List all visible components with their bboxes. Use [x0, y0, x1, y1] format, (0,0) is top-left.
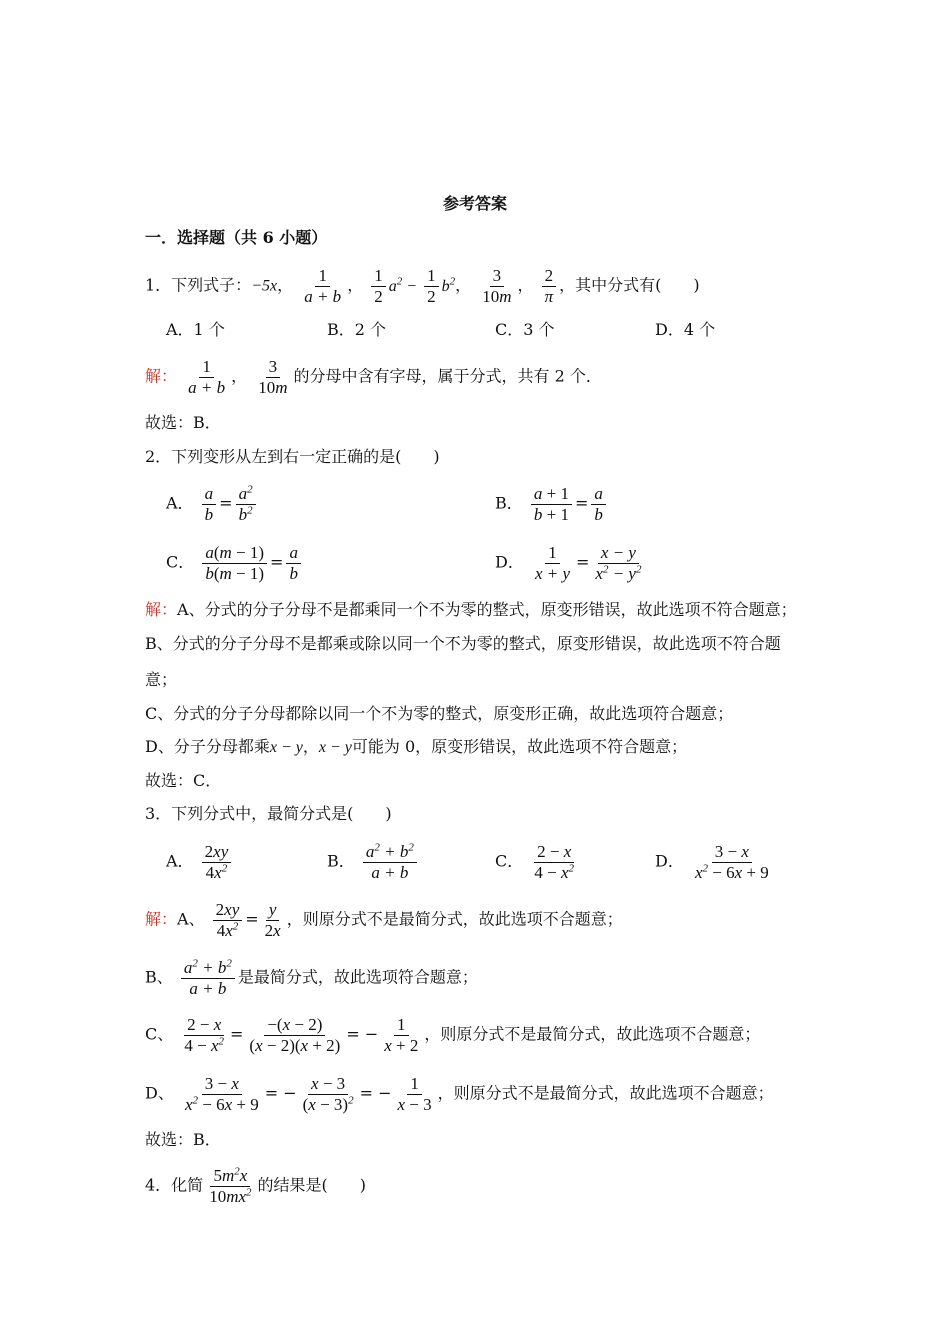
q3-option-a: A． $\frac{2xy}{4x^2}$ — [166, 842, 234, 882]
q3-option-c: C． $\frac{2 - x}{4 - x^2}$ — [495, 842, 574, 882]
q2-stem: 2．下列变形从左到右一定正确的是( ) — [145, 447, 440, 466]
q1-frac-d: $\frac{3}{10m}$ — [482, 266, 512, 306]
q2-choice: 故选：C． — [145, 771, 222, 790]
q1-option-a: A．1 个 — [166, 320, 225, 339]
q1-expr-a: −5x — [251, 277, 278, 295]
question-1: 1．下列式子：−5x， $\frac{1}{a + b}$ ， $\frac{1}{2}$ $a^2$ − $\frac{1}{2}$ $b^2$， $\frac{3}{10m}$ ， $\frac{2}{\pi}$ ，其中分式有( ) — [145, 266, 700, 306]
q1-frac-c1: $\frac{1}{2}$ — [371, 266, 386, 306]
q1-solution — [145, 357, 602, 397]
q3-sol-a-prefix: A、 — [177, 909, 205, 929]
q1-sep: ， — [277, 275, 294, 295]
q2-label-c: C． — [166, 552, 195, 572]
q1-tail: ，其中分式有( ) — [559, 275, 700, 295]
q1-frac-c2: $\frac{1}{2}$ — [424, 266, 439, 306]
q1-sol-frac-1: $\frac{1}{a + b}$ — [188, 357, 226, 397]
q3-sol-label: 解： — [145, 909, 178, 929]
q3-sol-d-tail: ，则原分式不是最简分式，故此选项不合题意； — [437, 1083, 774, 1103]
q3-stem: 3．下列分式中，最简分式是( ) — [145, 804, 392, 823]
q2-sol-b2: 意； — [145, 670, 178, 689]
q2-option-a: A． $\frac{a}{b}$ = $\frac{a^2}{b^2}$ — [166, 484, 259, 524]
q1-sep: ， — [347, 275, 364, 295]
q3-label-a: A． — [166, 851, 194, 871]
q2-sol-b1: B、分式的分子分母不是都乘或除以同一个不为零的整式，原变形错误，故此选项不符合题 — [145, 634, 781, 653]
q1-sol-label: 解： — [145, 366, 178, 386]
q1-sep: ， — [231, 366, 248, 386]
q3-label-c: C． — [495, 851, 524, 871]
q2-sol-d-mid: ， — [302, 737, 319, 756]
q2-label-a: A． — [166, 493, 194, 513]
page-title: 参考答案 — [443, 194, 508, 213]
q2-sol-label: 解： — [145, 600, 178, 619]
q4-stem-tail: 的结果是( ) — [257, 1175, 367, 1195]
q3-label-b: B． — [327, 851, 355, 871]
q1-sep: ， — [517, 275, 534, 295]
q2-sol-c: C、分式的分子分母都除以同一个不为零的整式，原变形正确，故此选项符合题意； — [145, 704, 734, 723]
question-4: 4．化简 $\frac{5m^2x}{10mx^2}$ 的结果是( ) — [145, 1165, 367, 1206]
q2-option-d: D． $\frac{1}{x + y}$ = $\frac{x - y}{x^2 - y^2}$ — [495, 543, 642, 583]
q1-stem-prefix: 1．下列式子： — [145, 275, 252, 295]
q3-choice: 故选：B． — [145, 1130, 221, 1149]
q2-option-c: C． $\frac{a(m - 1)}{b(m - 1)}$ = $\frac{a}{b}$ — [166, 543, 304, 583]
q2-sol-d-tail: 可能为 0，原变形错误，故此选项不符合题意； — [351, 737, 688, 756]
q3-sol-d-prefix: D、 — [145, 1083, 174, 1103]
q2-sol-d-prefix: D、分子分母都乘 — [145, 737, 270, 756]
q3-sol-b-tail: 是最简分式，故此选项符合题意； — [237, 967, 478, 987]
q3-option-d: D． $\frac{3 - x}{x^2 - 6x + 9}$ — [655, 842, 769, 882]
q3-sol-a: 解：A、 $\frac{2xy}{4x^2}$ = $\frac{y}{2x}$ ，则原分式不是最简分式，故此选项不合题意； — [145, 900, 623, 940]
q2-sol-a-text: A、分式的分子分母不是都乘同一个不为零的整式，原变形错误，故此选项不符合题意； — [177, 600, 797, 619]
q1-frac-e: $\frac{2}{\pi}$ — [542, 266, 557, 306]
q1-frac-b: $\frac{1}{a + b}$ — [304, 266, 342, 306]
q1-choice: 故选：B． — [145, 413, 221, 432]
q1-option-c: C．3 个 — [495, 320, 555, 339]
q4-stem-prefix: 4．化简 — [145, 1175, 204, 1195]
q3-sol-a-tail: ，则原分式不是最简分式，故此选项不合题意； — [286, 909, 623, 929]
q3-sol-d: D、 $\frac{3 - x}{x^2 - 6x + 9}$ = − $\frac{x - 3}{(x - 3)^2}$ = − $\frac{1}{x - 3}$ ，则原分式不是最简分式，故此选项不合题意； — [145, 1074, 774, 1114]
q1-sep: ， — [455, 275, 472, 295]
q3-sol-c-tail: ，则原分式不是最简分式，故此选项不合题意； — [424, 1024, 761, 1044]
q2-sol-d — [145, 739, 687, 756]
q3-sol-c: C、 $\frac{2 - x}{4 - x^2}$ = $\frac{-(x - 2)}{(x - 2)(x + 2)}$ = − $\frac{1}{x + 2}$ ，则原分式不是最简分式，故此选项不合题意； — [145, 1015, 761, 1055]
q2-label-d: D． — [495, 552, 524, 572]
q1-option-d: D．4 个 — [655, 320, 716, 339]
q2-sol-d-expr-2: x − y — [318, 739, 352, 756]
section-heading: 一．选择题（共 6 小题） — [145, 228, 328, 247]
q3-label-d: D． — [655, 851, 684, 871]
q3-option-b: B． $\frac{a^2 + b^2}{a + b}$ — [327, 842, 420, 882]
q2-label-b: B． — [495, 493, 523, 513]
q2-sol-a — [145, 602, 797, 618]
q1-sol-text: 的分母中含有字母，属于分式，共有 2 个． — [293, 366, 602, 386]
q2-sol-d-expr: x − y — [269, 739, 303, 756]
q3-sol-c-prefix: C、 — [145, 1024, 174, 1044]
q3-sol-b-prefix: B、 — [145, 967, 173, 987]
q1-sol-frac-2: $\frac{3}{10m}$ — [258, 357, 288, 397]
q1-option-b: B．2 个 — [327, 320, 387, 339]
q3-sol-b: B、 $\frac{a^2 + b^2}{a + b}$ 是最简分式，故此选项符合题意； — [145, 957, 478, 998]
q2-option-b: B． $\frac{a + 1}{b + 1}$ = $\frac{a}{b}$ — [495, 484, 609, 524]
